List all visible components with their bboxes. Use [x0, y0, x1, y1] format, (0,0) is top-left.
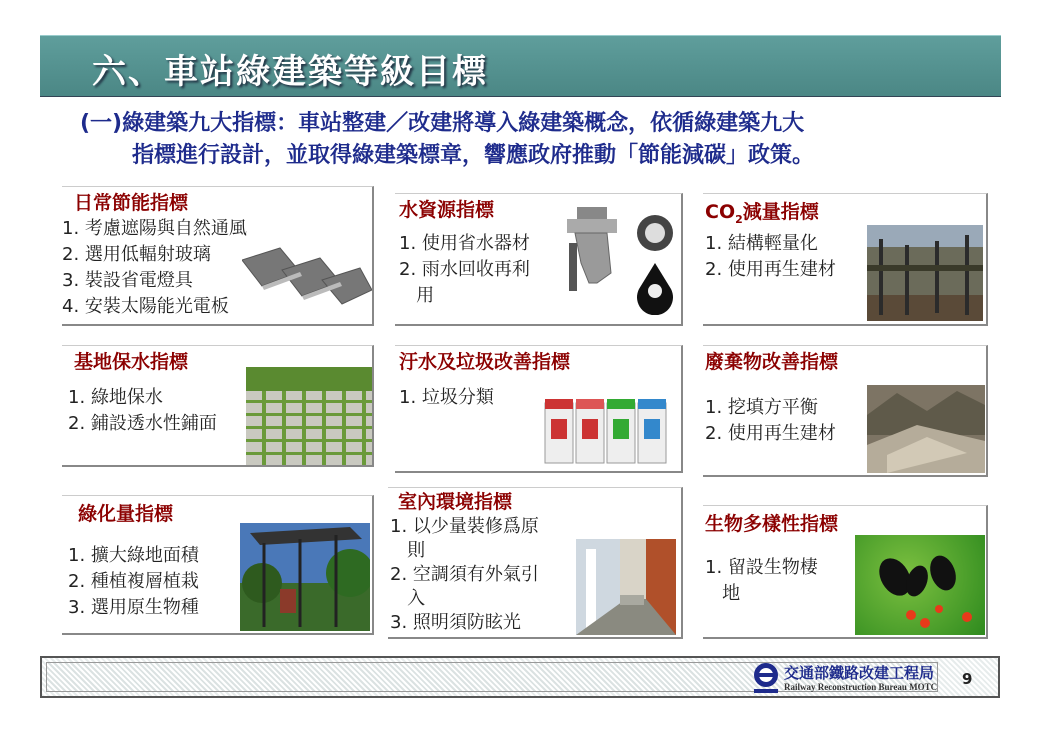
- card-title: 生物多樣性指標: [705, 513, 839, 535]
- card-items: [705, 231, 836, 283]
- card-items: [705, 555, 818, 607]
- card-item: 1. 擴大綠地面積: [68, 545, 199, 566]
- green-station-image: [240, 523, 370, 631]
- card-item: 2. 種植複層植栽: [68, 571, 199, 592]
- card-item: 1. 結構輕量化: [705, 233, 818, 254]
- recycling-bins-image: [543, 395, 669, 467]
- card-items: [705, 395, 836, 447]
- card-item: 3. 選用原生物種: [68, 597, 199, 618]
- card-item: 2. 使用再生建材: [705, 423, 836, 444]
- card-item: 2. 鋪設透水性鋪面: [68, 413, 217, 434]
- page-number: 9: [962, 670, 973, 688]
- card-waste: [703, 345, 988, 477]
- card-greenery: [62, 495, 374, 635]
- org-name-en: Railway Reconstruction Bureau MOTC: [784, 682, 938, 692]
- card-item: 1. 考慮遮陽與自然通風: [62, 218, 247, 239]
- earthwork-image: [867, 385, 985, 473]
- co2-prefix: CO: [705, 201, 736, 223]
- co2-suffix: 減量指標: [742, 201, 819, 223]
- card-title: 室內環境指標: [398, 491, 513, 513]
- card-item: 3. 照明須防眩光: [390, 612, 521, 633]
- permeable-paving-image: [246, 367, 372, 465]
- card-item: 2. 使用再生建材: [705, 259, 836, 280]
- subtitle: [80, 108, 1000, 172]
- card-water: [395, 193, 683, 326]
- card-item: 入: [390, 588, 426, 609]
- card-items: [390, 515, 539, 635]
- card-item: 2. 空調須有外氣引: [390, 564, 539, 585]
- card-item: 1. 使用省水器材: [399, 233, 530, 254]
- card-items: [68, 543, 199, 621]
- card-title: 綠化量指標: [78, 503, 174, 525]
- card-items: [399, 231, 530, 309]
- solar-panel-image: [242, 242, 372, 320]
- card-indoor: [388, 487, 683, 639]
- card-co2: [703, 193, 988, 326]
- card-item: 1. 垃圾分類: [399, 387, 494, 408]
- card-item: 4. 安裝太陽能光電板: [62, 296, 229, 317]
- card-item: 則: [390, 540, 426, 561]
- construction-image: [867, 225, 983, 321]
- bureau-logo-icon: [752, 662, 780, 694]
- card-item: 1. 留設生物棲: [705, 557, 818, 578]
- card-items: [399, 385, 494, 411]
- card-item: 1. 以少量裝修爲原: [390, 516, 539, 537]
- card-title: 廢棄物改善指標: [705, 351, 839, 373]
- org-name-zh: 交通部鐵路改建工程局: [784, 664, 935, 682]
- card-item: 地: [705, 583, 741, 604]
- card-title: 汙水及垃圾改善指標: [399, 351, 571, 373]
- card-item: 2. 雨水回收再利: [399, 259, 530, 280]
- card-biodiversity: [703, 505, 988, 639]
- card-waste-water: [395, 345, 683, 473]
- card-title: 日常節能指標: [74, 192, 189, 214]
- card-item: 1. 挖填方平衡: [705, 397, 818, 418]
- card-items: [62, 216, 247, 320]
- card-items: [68, 385, 217, 437]
- page-title: 六、車站綠建築等級目標: [92, 52, 488, 92]
- title-bar: [40, 35, 1001, 97]
- co2-sub: 2: [735, 212, 743, 226]
- card-item: 3. 裝設省電燈具: [62, 270, 193, 291]
- card-title: [705, 197, 819, 226]
- station-interior-image: [576, 539, 676, 635]
- card-item: 用: [399, 285, 435, 306]
- card-item: 1. 綠地保水: [68, 387, 163, 408]
- card-title: 基地保水指標: [74, 351, 189, 373]
- card-item: 2. 選用低輻射玻璃: [62, 244, 211, 265]
- card-title: 水資源指標: [399, 199, 495, 221]
- butterfly-image: [855, 535, 985, 635]
- card-site-water: [62, 345, 374, 467]
- card-energy: [62, 186, 374, 326]
- faucet-image: [567, 203, 679, 315]
- subtitle-line1: (一)綠建築九大指標：車站整建／改建將導入綠建築概念，依循綠建築九大: [80, 111, 805, 136]
- subtitle-line2: 指標進行設計，並取得綠建築標章，響應政府推動「節能減碳」政策。: [132, 143, 815, 168]
